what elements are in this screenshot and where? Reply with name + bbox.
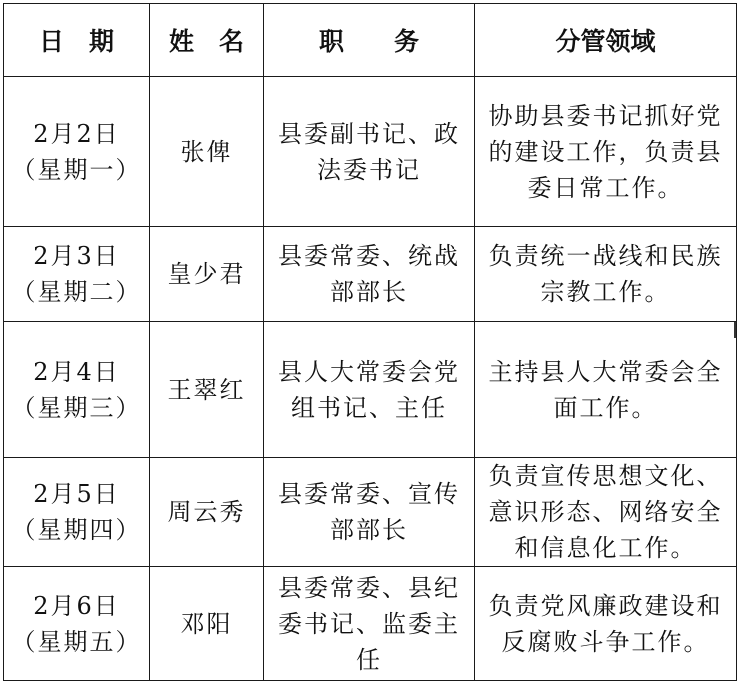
name-cell: 皇少君 [150, 227, 264, 322]
position-cell: 县委常委、宣传部部长 [264, 458, 475, 567]
date-cell [4, 77, 150, 227]
weekday-text: （星期二） [11, 278, 142, 306]
date-text: 2月3日 [33, 242, 120, 270]
date-cell [4, 458, 150, 567]
name-cell: 张俾 [150, 77, 264, 227]
area-cell: 协助县委书记抓好党的建设工作，负责县委日常工作。 [475, 77, 737, 227]
position-cell: 县委常委、统战部部长 [264, 227, 475, 322]
table-row [4, 567, 737, 681]
weekday-text: （星期三） [11, 393, 142, 422]
date-text: 2月2日 [33, 119, 120, 148]
date-cell [4, 322, 150, 458]
header-name: 姓 名 [150, 4, 264, 77]
table-row [4, 77, 737, 227]
position-cell: 县委副书记、政法委书记 [264, 77, 475, 227]
header-date: 日 期 [4, 4, 150, 77]
area-cell: 负责宣传思想文化、意识形态、网络安全和信息化工作。 [475, 458, 737, 567]
date-cell [4, 227, 150, 322]
name-cell: 邓阳 [150, 567, 264, 681]
position-cell: 县委常委、县纪委书记、监委主任 [264, 567, 475, 681]
area-cell: 主持县人大常委会全面工作。 [475, 322, 737, 458]
header-area: 分管领域 [475, 4, 737, 77]
name-cell: 王翠红 [150, 322, 264, 458]
date-text: 2月5日 [33, 480, 120, 508]
table-row [4, 322, 737, 458]
date-text: 2月6日 [33, 591, 120, 620]
duty-schedule-table [3, 3, 737, 681]
weekday-text: （星期四） [11, 516, 142, 544]
header-row [4, 4, 737, 77]
table-row [4, 458, 737, 567]
area-cell: 负责党风廉政建设和反腐败斗争工作。 [475, 567, 737, 681]
margin-tick-mark [734, 322, 736, 338]
header-position: 职 务 [264, 4, 475, 77]
name-cell: 周云秀 [150, 458, 264, 567]
area-cell: 负责统一战线和民族宗教工作。 [475, 227, 737, 322]
date-cell [4, 567, 150, 681]
table-row [4, 227, 737, 322]
weekday-text: （星期一） [11, 155, 142, 184]
position-cell: 县人大常委会党组书记、主任 [264, 322, 475, 458]
weekday-text: （星期五） [11, 627, 142, 656]
date-text: 2月4日 [33, 357, 120, 386]
